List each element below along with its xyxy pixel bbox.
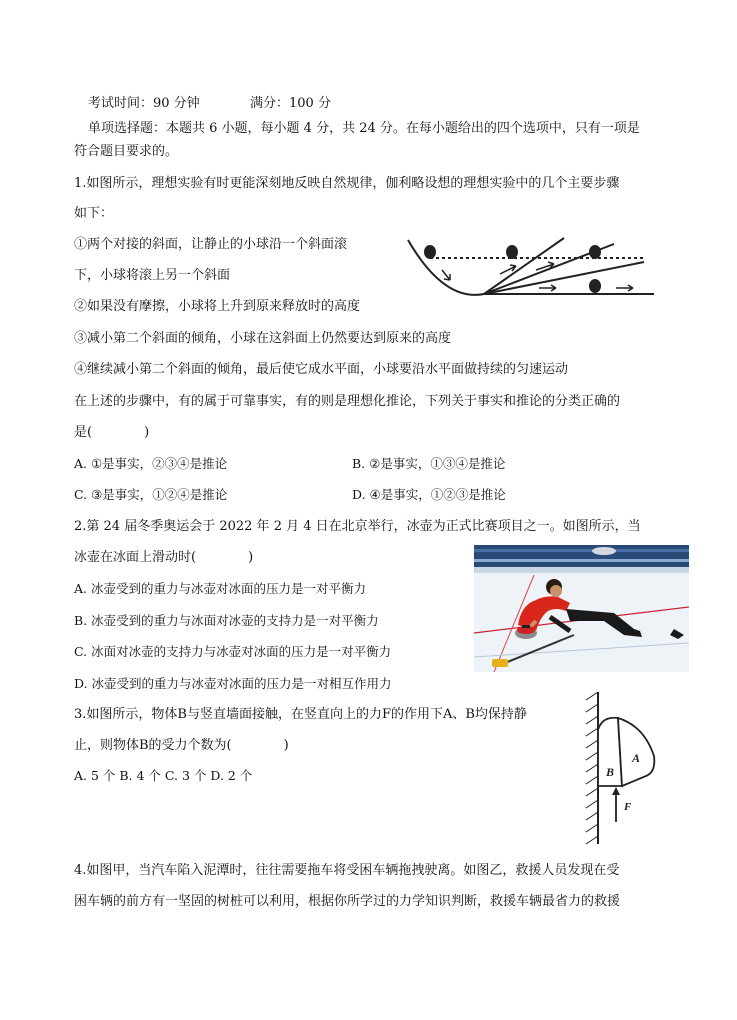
- full-score: 满分：100 分: [250, 96, 331, 111]
- q4-stem-line1: 4.如图甲，当汽车陷入泥潭时，往往需要拖车将受困车辆拖拽驶离。如图乙，救援人员发现在受: [74, 863, 620, 878]
- q1-option-d: D. ④是事实，①②③是推论: [352, 487, 506, 502]
- q1-question-line2: 是( ): [74, 425, 150, 440]
- q1-step2: ②如果没有摩擦，小球将上升到原来释放时的高度: [74, 299, 361, 314]
- q1-stem-line1: 1.如图所示，理想实验有时更能深刻地反映自然规律，伽利略设想的理想实验中的几个主要步骤: [74, 176, 620, 191]
- q1-question-line1: 在上述的步骤中，有的属于可靠事实，有的则是理想化推论，下列关于事实和推论的分类正确的: [74, 394, 621, 409]
- q4-stem-line2: 困车辆的前方有一坚固的树桩可以利用，根据你所学过的力学知识判断，救援车辆最省力的救援: [74, 894, 621, 909]
- section-intro-line1: 单项选择题：本题共 6 小题，每小题 4 分，共 24 分。在每小题给出的四个选项中，只有一项是: [88, 121, 640, 136]
- label-f: F: [624, 801, 632, 813]
- q1-option-a: A. ①是事实，②③④是推论: [74, 456, 228, 471]
- q1-step1-line2: 下，小球将滚上另一个斜面: [74, 268, 231, 283]
- q2-option-b: B. 冰壶受到的重力与冰面对冰壶的支持力是一对平衡力: [74, 613, 379, 628]
- section-intro-line2: 符合题目要求的。: [74, 144, 179, 159]
- broom-head: [492, 659, 508, 667]
- label-b: B: [606, 765, 615, 779]
- q1-step3: ③减小第二个斜面的倾角，小球在这斜面上仍然要达到原来的高度: [74, 331, 452, 346]
- q2-option-d: D. 冰壶受到的重力与冰壶对冰面的压力是一对相互作用力: [74, 676, 392, 691]
- q2-stem-line1: 2.第 24 届冬季奥运会于 2022 年 2 月 4 日在北京举行，冰壶为正式比赛项目之一。如图所示，当: [74, 519, 641, 534]
- q3-options: A. 5 个 B. 4 个 C. 3 个 D. 2 个: [74, 768, 253, 783]
- exam-time: 考试时间：90 分钟: [88, 96, 200, 111]
- q1-option-b: B. ②是事实，①③④是推论: [352, 456, 506, 471]
- q2-option-a: A. 冰壶受到的重力与冰壶对冰面的压力是一对平衡力: [74, 581, 366, 596]
- q3-stem-line1: 3.如图所示，物体B与竖直墙面接触，在竖直向上的力F的作用下A、B均保持静: [74, 707, 527, 722]
- q3-force-figure: [584, 690, 664, 846]
- q1-option-c: C. ③是事实，①②④是推论: [74, 487, 228, 502]
- q2-option-c: C. 冰面对冰壶的支持力与冰壶对冰面的压力是一对平衡力: [74, 644, 392, 659]
- q3-stem-line2: 止，则物体B的受力个数为( ): [74, 738, 289, 753]
- q2-curling-photo: [474, 545, 689, 672]
- q2-stem-line2: 冰壶在冰面上滑动时( ): [74, 550, 254, 565]
- q1-stem-line2: 如下：: [74, 206, 114, 221]
- q1-incline-figure: [404, 230, 658, 302]
- label-a: A: [632, 751, 641, 765]
- q1-step4: ④继续减小第二个斜面的倾角，最后使它成水平面，小球要沿水平面做持续的匀速运动: [74, 362, 569, 377]
- q1-step1-line1: ①两个对接的斜面，让静止的小球沿一个斜面滚: [74, 237, 348, 252]
